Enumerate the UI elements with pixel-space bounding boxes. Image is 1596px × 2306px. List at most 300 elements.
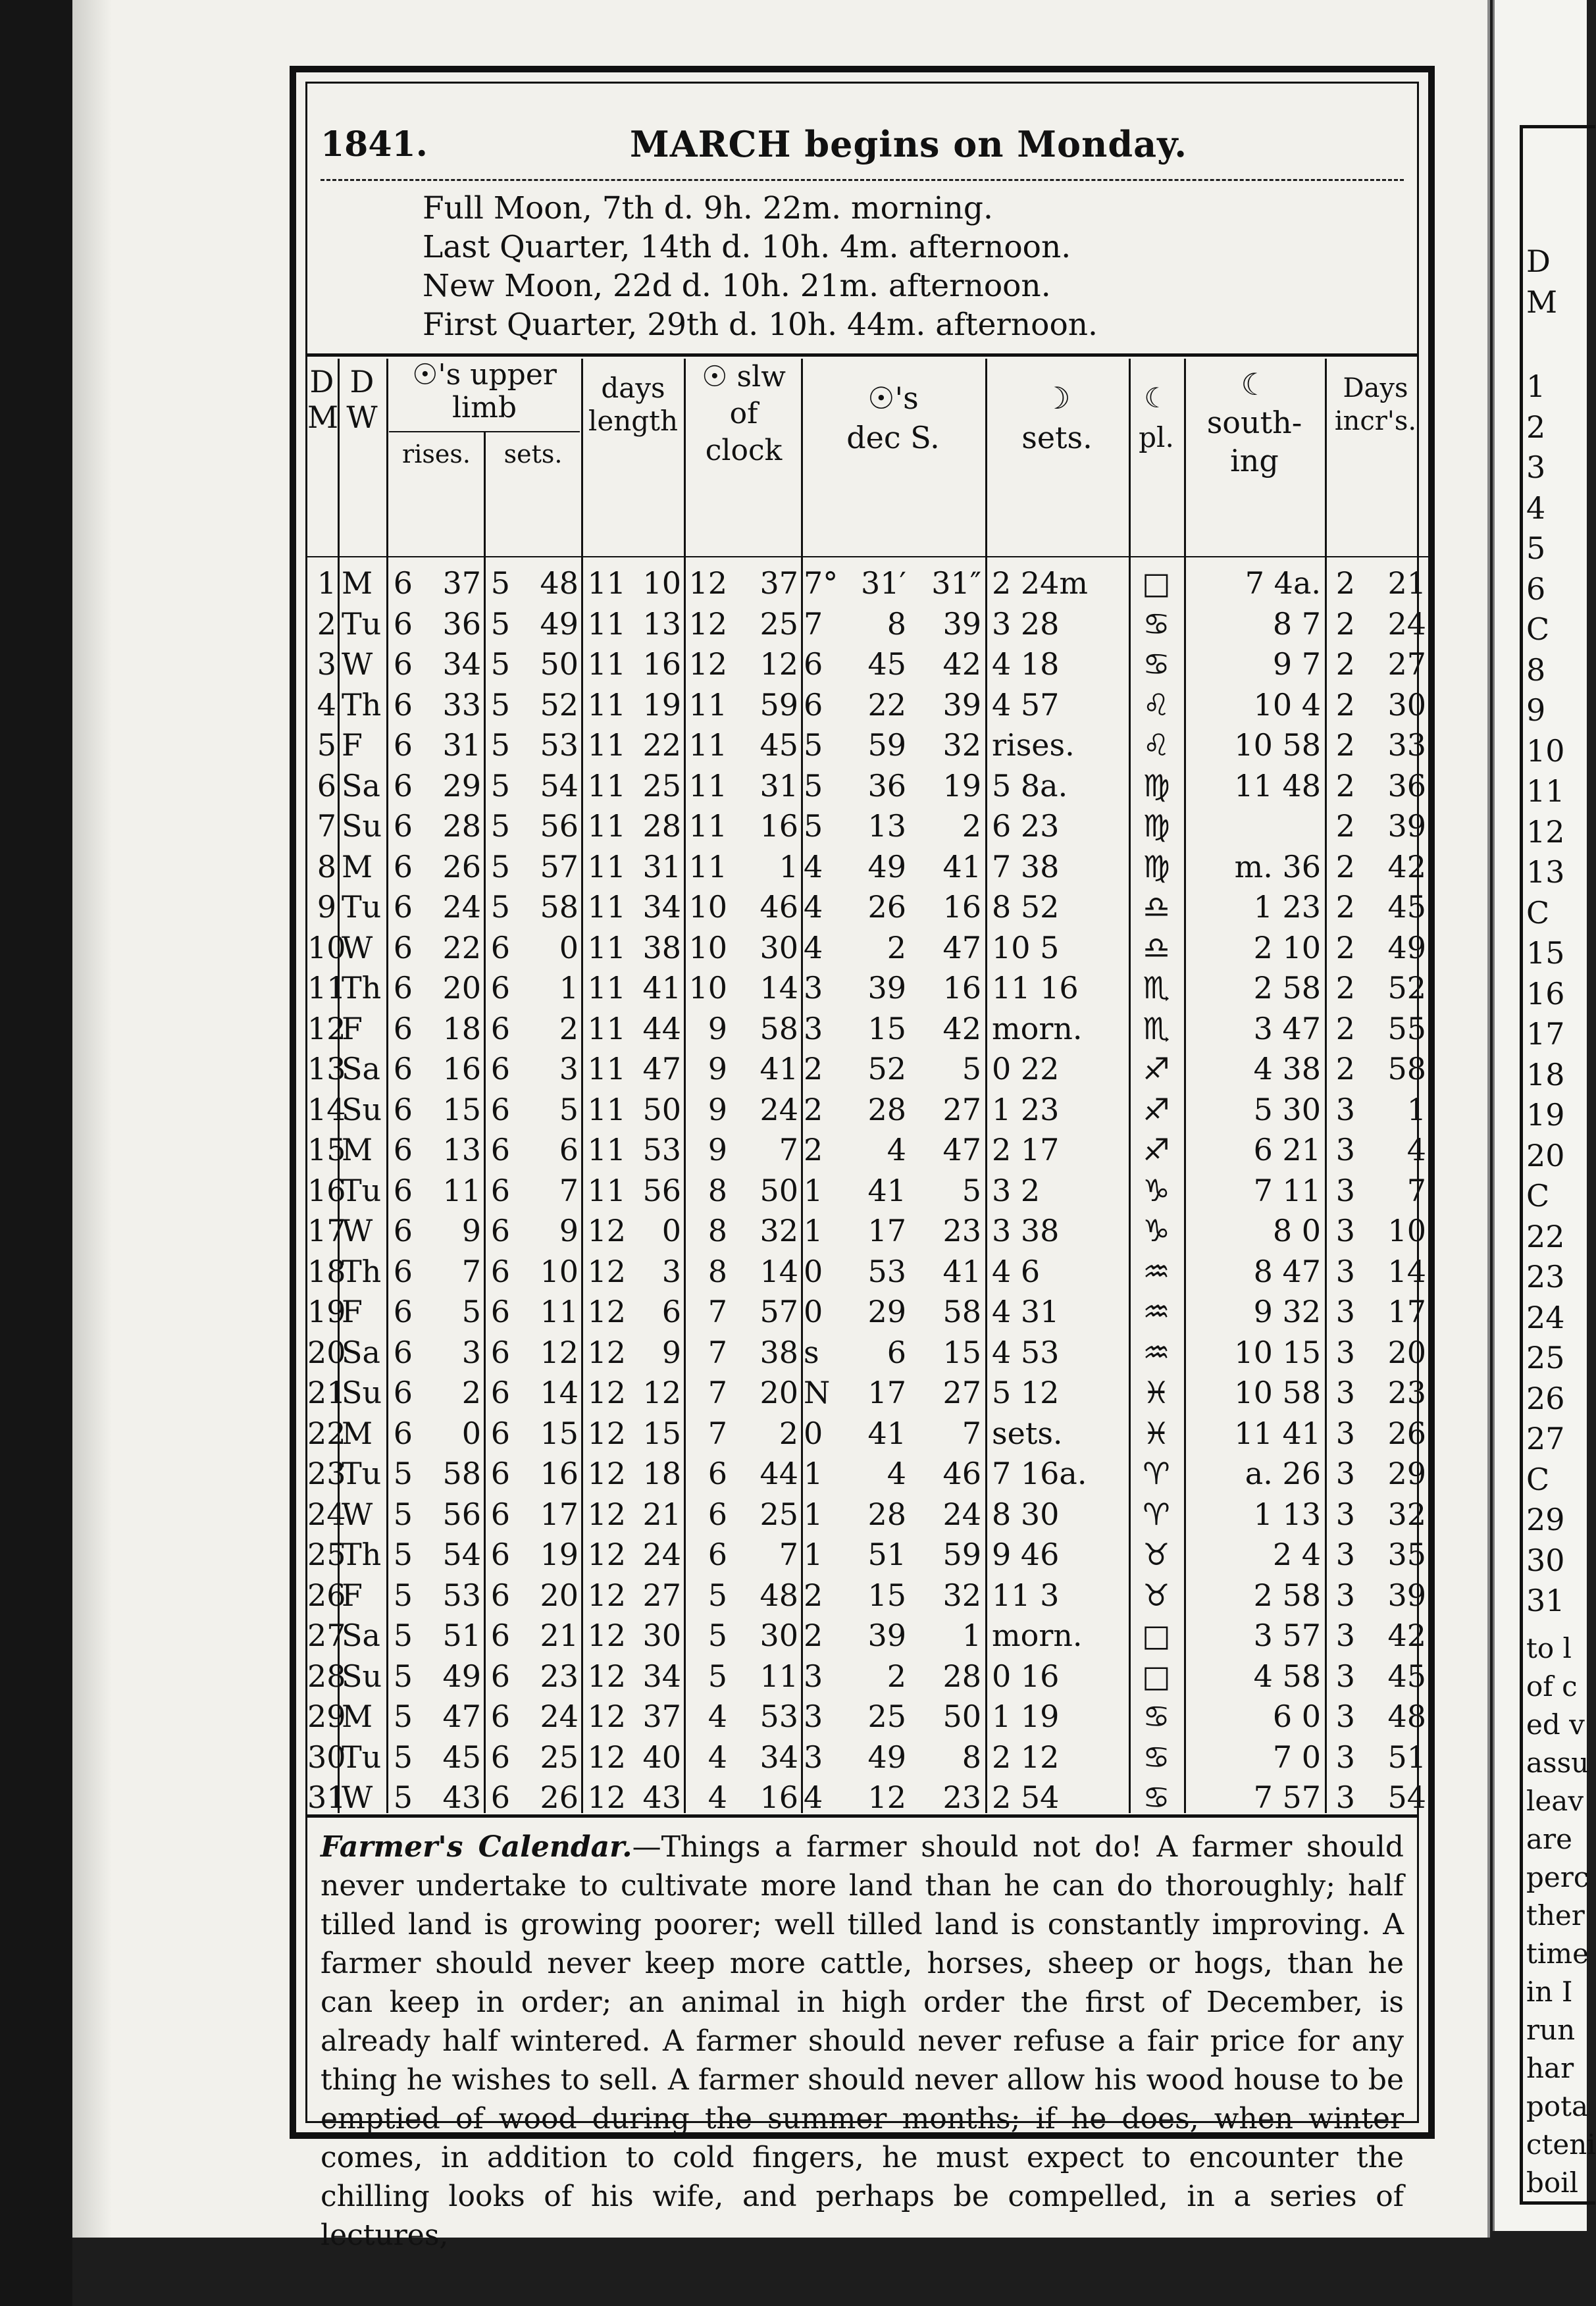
cell-rm: 36 xyxy=(442,605,481,642)
moon-phase-new: New Moon, 22d d. 10h. 21m. afternoon. xyxy=(423,268,1051,304)
cell-sh: 5 xyxy=(490,808,510,844)
cell-dmn: 41 xyxy=(867,1415,906,1451)
cell-dmn: 26 xyxy=(867,889,906,925)
cell-sm: 2 xyxy=(559,1010,579,1046)
facing-day-number: 2 xyxy=(1526,409,1546,445)
cell-lm: 34 xyxy=(642,1658,681,1694)
facing-day-number: 4 xyxy=(1526,490,1546,526)
cell-sh: 6 xyxy=(490,1739,510,1775)
cell-ih: 2 xyxy=(1335,727,1355,763)
table-row xyxy=(307,767,1430,805)
cell-rm: 5 xyxy=(461,1294,481,1329)
cell-dd: s xyxy=(804,1334,819,1370)
cell-moon: sets. xyxy=(992,1415,1063,1451)
cell-rm: 3 xyxy=(461,1334,481,1370)
cell-sm: 16 xyxy=(540,1456,579,1491)
cell-cm: 14 xyxy=(759,1253,798,1289)
facing-day-number: 18 xyxy=(1526,1056,1565,1092)
cell-dmn: 25 xyxy=(867,1699,906,1734)
cell-cm: 30 xyxy=(759,1618,798,1653)
cell-lh: 11 xyxy=(587,1051,626,1087)
cell-dsec: 5 xyxy=(962,1051,981,1087)
cell-dd: 2 xyxy=(804,1577,823,1613)
cell-im: 39 xyxy=(1387,808,1426,844)
table-row xyxy=(307,1414,1430,1452)
cell-ch: 11 xyxy=(688,848,727,884)
cell-south: 10 4 xyxy=(1253,686,1321,723)
cell-dw: Tu xyxy=(342,605,382,642)
facing-day-number: 9 xyxy=(1526,692,1546,728)
cell-dd: 5 xyxy=(804,767,823,804)
facing-text-fragment: time xyxy=(1526,1937,1589,1970)
cell-rh: 6 xyxy=(393,848,413,884)
cell-dm: 31 xyxy=(307,1780,346,1815)
cell-sh: 6 xyxy=(490,929,510,965)
cell-rm: 49 xyxy=(442,1658,481,1694)
cell-dmn: 4 xyxy=(887,1456,906,1491)
cell-rm: 9 xyxy=(461,1213,481,1248)
facing-text-fragment: run xyxy=(1526,2014,1576,2046)
cell-ih: 3 xyxy=(1335,1375,1355,1410)
cell-dm: 6 xyxy=(317,767,336,804)
cell-dw: W xyxy=(342,1780,373,1815)
facing-day-number: 16 xyxy=(1526,975,1565,1012)
cell-rh: 6 xyxy=(393,1375,413,1410)
cell-dw: Su xyxy=(342,1091,382,1127)
cell-im: 33 xyxy=(1387,727,1426,763)
table-row xyxy=(307,686,1430,724)
cell-sh: 6 xyxy=(490,1456,510,1491)
cell-ih: 2 xyxy=(1335,808,1355,844)
table-row xyxy=(307,1697,1430,1735)
cell-dmn: 15 xyxy=(867,1010,906,1046)
cell-dw: M xyxy=(342,1132,373,1167)
cell-rm: 37 xyxy=(442,565,481,601)
cell-ih: 3 xyxy=(1335,1456,1355,1491)
cell-rh: 6 xyxy=(393,1091,413,1127)
cell-south: 10 15 xyxy=(1234,1334,1321,1370)
cell-lh: 11 xyxy=(587,1172,626,1208)
cell-dmn: 13 xyxy=(867,808,906,844)
table-row xyxy=(307,726,1430,764)
cell-moon: 5 8a. xyxy=(992,767,1068,804)
cell-ih: 2 xyxy=(1335,970,1355,1006)
cell-dw: M xyxy=(342,565,373,601)
cell-pl: ♍ xyxy=(1143,767,1170,804)
cell-lh: 11 xyxy=(587,929,626,965)
cell-pl: ♌ xyxy=(1143,727,1170,763)
cell-sm: 20 xyxy=(540,1577,579,1613)
cell-moon: 3 2 xyxy=(992,1172,1041,1208)
cell-dd: 4 xyxy=(804,1780,823,1815)
header-slow-clock: ☉ slw of clock xyxy=(702,360,786,467)
cell-south: 7 0 xyxy=(1272,1739,1321,1775)
cell-lm: 15 xyxy=(642,1415,681,1451)
cell-dm: 1 xyxy=(317,565,336,601)
cell-sh: 5 xyxy=(490,646,510,682)
cell-sh: 6 xyxy=(490,1618,510,1653)
cell-cm: 31 xyxy=(759,767,798,804)
cell-ih: 2 xyxy=(1335,646,1355,682)
page-edge-shadow xyxy=(72,0,112,2238)
cell-sh: 6 xyxy=(490,1051,510,1087)
cell-lh: 12 xyxy=(587,1618,626,1653)
cell-dd: 6 xyxy=(804,646,823,682)
table-row xyxy=(307,929,1430,967)
cell-ih: 3 xyxy=(1335,1294,1355,1329)
cell-dd: 3 xyxy=(804,970,823,1006)
cell-sh: 5 xyxy=(490,565,510,601)
cell-cm: 41 xyxy=(759,1051,798,1087)
cell-dm: 18 xyxy=(307,1253,346,1289)
cell-dsec: 47 xyxy=(942,1132,981,1167)
cell-dd: 2 xyxy=(804,1618,823,1653)
cell-dmn: 51 xyxy=(867,1537,906,1572)
cell-cm: 50 xyxy=(759,1172,798,1208)
cell-rm: 47 xyxy=(442,1699,481,1734)
cell-moon: 9 46 xyxy=(992,1537,1060,1572)
cell-rh: 5 xyxy=(393,1577,413,1613)
table-row xyxy=(307,1293,1430,1331)
cell-cm: 37 xyxy=(759,565,798,601)
cell-lh: 11 xyxy=(587,605,626,642)
cell-dw: F xyxy=(342,1577,363,1613)
cell-im: 20 xyxy=(1387,1334,1426,1370)
cell-dmn: 12 xyxy=(867,1780,906,1815)
cell-lm: 18 xyxy=(642,1456,681,1491)
cell-pl: □ xyxy=(1142,1618,1171,1653)
cell-moon: 3 28 xyxy=(992,605,1060,642)
header-bottom-rule xyxy=(307,556,1430,557)
cell-rh: 6 xyxy=(393,686,413,723)
cell-ch: 10 xyxy=(688,970,727,1006)
cell-lh: 11 xyxy=(587,1091,626,1127)
cell-ch: 6 xyxy=(708,1456,727,1491)
cell-ch: 9 xyxy=(708,1010,727,1046)
cell-dmn: 6 xyxy=(887,1334,906,1370)
cell-ch: 10 xyxy=(688,929,727,965)
cell-sm: 5 xyxy=(559,1091,579,1127)
cell-cm: 7 xyxy=(779,1132,798,1167)
cell-moon: 10 5 xyxy=(992,929,1060,965)
header-moon-place: ☾ pl. xyxy=(1139,382,1174,453)
cell-rh: 6 xyxy=(393,889,413,925)
facing-day-number: 30 xyxy=(1526,1542,1565,1578)
cell-im: 49 xyxy=(1387,929,1426,965)
cell-dmn: 52 xyxy=(867,1051,906,1087)
cell-im: 55 xyxy=(1387,1010,1426,1046)
cell-rh: 6 xyxy=(393,1051,413,1087)
facing-day-number: 12 xyxy=(1526,813,1565,850)
cell-rh: 6 xyxy=(393,1294,413,1329)
cell-dw: M xyxy=(342,848,373,884)
cell-dw: Su xyxy=(342,1658,382,1694)
cell-dd: 1 xyxy=(804,1456,823,1491)
cell-im: 26 xyxy=(1387,1415,1426,1451)
cell-rh: 5 xyxy=(393,1658,413,1694)
cell-rm: 13 xyxy=(442,1132,481,1167)
cell-rm: 29 xyxy=(442,767,481,804)
cell-sm: 15 xyxy=(540,1415,579,1451)
cell-rh: 6 xyxy=(393,1253,413,1289)
cell-sm: 3 xyxy=(559,1051,579,1087)
cell-rh: 6 xyxy=(393,727,413,763)
almanac-frame xyxy=(290,66,1435,2252)
cell-dw: Tu xyxy=(342,889,382,925)
cell-dm: 4 xyxy=(317,686,336,723)
cell-sh: 6 xyxy=(490,1334,510,1370)
cell-lh: 11 xyxy=(587,646,626,682)
cell-ch: 12 xyxy=(688,565,727,601)
cell-lh: 11 xyxy=(587,970,626,1006)
cell-dm: 27 xyxy=(307,1618,346,1653)
cell-lh: 12 xyxy=(587,1658,626,1694)
cell-dsec: 39 xyxy=(942,686,981,723)
cell-sh: 6 xyxy=(490,1172,510,1208)
cell-sm: 7 xyxy=(559,1172,579,1208)
cell-dmn: 2 xyxy=(887,1658,906,1694)
cell-dmn: 39 xyxy=(867,970,906,1006)
table-row xyxy=(307,807,1430,845)
cell-im: 23 xyxy=(1387,1375,1426,1410)
cell-ih: 2 xyxy=(1335,848,1355,884)
cell-rh: 6 xyxy=(393,1010,413,1046)
table-row xyxy=(307,969,1430,1007)
cell-dm: 16 xyxy=(307,1172,346,1208)
cell-ch: 9 xyxy=(708,1051,727,1087)
cell-lm: 50 xyxy=(642,1091,681,1127)
cell-cm: 16 xyxy=(759,808,798,844)
cell-dsec: 41 xyxy=(942,848,981,884)
facing-day-number: 31 xyxy=(1526,1583,1565,1618)
cell-im: 35 xyxy=(1387,1537,1426,1572)
cell-moon: 2 54 xyxy=(992,1780,1060,1815)
cell-pl: ♒ xyxy=(1143,1334,1170,1370)
cell-lh: 12 xyxy=(587,1375,626,1410)
cell-ih: 2 xyxy=(1335,605,1355,642)
cell-south: 4 58 xyxy=(1253,1658,1321,1694)
cell-dm: 28 xyxy=(307,1658,346,1694)
table-row xyxy=(307,1050,1430,1088)
cell-pl: □ xyxy=(1142,1658,1171,1694)
cell-rh: 5 xyxy=(393,1618,413,1653)
cell-south: 2 58 xyxy=(1253,970,1321,1006)
cell-cm: 25 xyxy=(759,1496,798,1532)
cell-sh: 6 xyxy=(490,1577,510,1613)
cell-dd: 1 xyxy=(804,1496,823,1532)
cell-south: 2 10 xyxy=(1253,929,1321,965)
cell-cm: 53 xyxy=(759,1699,798,1734)
cell-dm: 19 xyxy=(307,1294,346,1329)
cell-ih: 3 xyxy=(1335,1658,1355,1694)
cell-rm: 2 xyxy=(461,1375,481,1410)
cell-im: 32 xyxy=(1387,1496,1426,1532)
cell-lh: 11 xyxy=(587,808,626,844)
facing-day-number: 29 xyxy=(1526,1502,1565,1537)
cell-dm: 5 xyxy=(317,727,336,763)
cell-sm: 56 xyxy=(540,808,579,844)
cell-dd: 5 xyxy=(804,727,823,763)
cell-ch: 12 xyxy=(688,605,727,642)
cell-sm: 10 xyxy=(540,1253,579,1289)
year-label: 1841. xyxy=(321,124,428,165)
cell-dsec: 50 xyxy=(942,1699,981,1734)
cell-dmn: 4 xyxy=(887,1132,906,1167)
cell-rh: 6 xyxy=(393,929,413,965)
cell-dsec: 7 xyxy=(962,1415,981,1451)
farmers-calendar-title: Farmer's Calendar. xyxy=(321,1830,632,1864)
cell-im: 54 xyxy=(1387,1780,1426,1815)
cell-cm: 11 xyxy=(759,1658,798,1694)
cell-pl: ♓ xyxy=(1143,1375,1170,1410)
cell-rh: 6 xyxy=(393,1415,413,1451)
cell-ih: 3 xyxy=(1335,1739,1355,1775)
cell-cm: 45 xyxy=(759,727,798,763)
almanac-inner-frame xyxy=(305,82,1426,2252)
cell-dsec: 1 xyxy=(962,1618,981,1653)
cell-south: 7 11 xyxy=(1253,1172,1321,1208)
facing-day-number: 1 xyxy=(1526,369,1546,404)
cell-lm: 22 xyxy=(642,727,681,763)
table-row xyxy=(307,1212,1430,1250)
cell-lh: 11 xyxy=(587,565,626,601)
cell-dd: N xyxy=(804,1375,831,1410)
cell-rm: 45 xyxy=(442,1739,481,1775)
cell-lh: 11 xyxy=(587,1132,626,1167)
cell-ch: 9 xyxy=(708,1091,727,1127)
cell-ch: 7 xyxy=(708,1415,727,1451)
facing-header: M xyxy=(1526,284,1558,320)
cell-moon: 8 52 xyxy=(992,889,1060,925)
cell-sm: 54 xyxy=(540,767,579,804)
cell-ch: 7 xyxy=(708,1334,727,1370)
cell-im: 30 xyxy=(1387,686,1426,723)
cell-rm: 22 xyxy=(442,929,481,965)
cell-im: 4 xyxy=(1406,1132,1426,1167)
cell-dsec: 23 xyxy=(942,1780,981,1815)
cell-dsec: 46 xyxy=(942,1456,981,1491)
table-row xyxy=(307,1333,1430,1371)
facing-text-fragment: boil xyxy=(1526,2166,1579,2199)
cell-moon: 2 24m xyxy=(992,565,1089,601)
cell-moon: 4 57 xyxy=(992,686,1060,723)
table-row xyxy=(307,1738,1430,1776)
cell-dw: Su xyxy=(342,1375,382,1410)
cell-im: 10 xyxy=(1387,1213,1426,1248)
cell-south: 8 0 xyxy=(1272,1213,1321,1248)
cell-pl: ♎ xyxy=(1143,889,1170,925)
cell-lm: 16 xyxy=(642,646,681,682)
cell-ch: 6 xyxy=(708,1537,727,1572)
cell-south: 6 21 xyxy=(1253,1132,1321,1167)
cell-ih: 2 xyxy=(1335,929,1355,965)
cell-dm: 26 xyxy=(307,1577,346,1613)
cell-south: 11 41 xyxy=(1234,1415,1321,1451)
cell-cm: 14 xyxy=(759,970,798,1006)
cell-rh: 6 xyxy=(393,646,413,682)
cell-lh: 11 xyxy=(587,1010,626,1046)
table-row xyxy=(307,564,1430,602)
cell-lh: 12 xyxy=(587,1334,626,1370)
cell-lm: 40 xyxy=(642,1739,681,1775)
header-rises: rises. xyxy=(402,440,471,469)
table-row xyxy=(307,1657,1430,1695)
cell-dm: 21 xyxy=(307,1375,346,1410)
cell-dm: 20 xyxy=(307,1334,346,1370)
cell-dw: W xyxy=(342,929,373,965)
cell-dmn: 17 xyxy=(867,1375,906,1410)
cell-sm: 23 xyxy=(540,1658,579,1694)
cell-ch: 5 xyxy=(708,1658,727,1694)
facing-day-number: 13 xyxy=(1526,854,1565,890)
cell-ch: 7 xyxy=(708,1375,727,1410)
cell-dsec: 59 xyxy=(942,1537,981,1572)
cell-dw: Sa xyxy=(342,1618,380,1653)
cell-dd: 6 xyxy=(804,686,823,723)
cell-ih: 3 xyxy=(1335,1334,1355,1370)
cell-sm: 49 xyxy=(540,605,579,642)
moon-phase-first-quarter: First Quarter, 29th d. 10h. 44m. afternoon. xyxy=(423,307,1098,343)
cell-rm: 33 xyxy=(442,686,481,723)
cell-ch: 12 xyxy=(688,646,727,682)
cell-lh: 11 xyxy=(587,727,626,763)
cell-rh: 6 xyxy=(393,1334,413,1370)
moon-phases xyxy=(423,189,1098,344)
cell-ch: 10 xyxy=(688,889,727,925)
cell-im: 42 xyxy=(1387,1618,1426,1653)
cell-pl: ♑ xyxy=(1143,1172,1170,1208)
cell-rh: 6 xyxy=(393,970,413,1006)
cell-dd: 3 xyxy=(804,1739,823,1775)
cell-south: a. 26 xyxy=(1245,1456,1321,1491)
cell-rm: 43 xyxy=(442,1780,481,1815)
cell-ch: 4 xyxy=(708,1699,727,1734)
cell-rm: 56 xyxy=(442,1496,481,1532)
cell-dsec: 32 xyxy=(942,727,981,763)
cell-ih: 3 xyxy=(1335,1132,1355,1167)
cell-dm: 3 xyxy=(317,646,336,682)
cell-moon: 4 53 xyxy=(992,1334,1060,1370)
table-row xyxy=(307,605,1430,643)
cell-cm: 20 xyxy=(759,1375,798,1410)
cell-dd: 1 xyxy=(804,1172,823,1208)
cell-sh: 6 xyxy=(490,1415,510,1451)
cell-moon: 11 16 xyxy=(992,970,1079,1006)
cell-sh: 6 xyxy=(490,1132,510,1167)
table-bottom-rule xyxy=(307,1814,1417,1818)
cell-lm: 19 xyxy=(642,686,681,723)
facing-day-number: C xyxy=(1526,611,1550,647)
cell-dmn: 41 xyxy=(867,1172,906,1208)
cell-rm: 53 xyxy=(442,1577,481,1613)
cell-sm: 58 xyxy=(540,889,579,925)
cell-moon: 7 16a. xyxy=(992,1456,1087,1491)
cell-dsec: 58 xyxy=(942,1294,981,1329)
cell-pl: ♉ xyxy=(1143,1577,1170,1613)
cell-rh: 5 xyxy=(393,1699,413,1734)
cell-lm: 28 xyxy=(642,808,681,844)
cell-sh: 5 xyxy=(490,767,510,804)
cell-dsec: 5 xyxy=(962,1172,981,1208)
cell-ih: 2 xyxy=(1335,1010,1355,1046)
cell-ih: 3 xyxy=(1335,1172,1355,1208)
cell-south: m. 36 xyxy=(1234,848,1321,884)
cell-rh: 5 xyxy=(393,1739,413,1775)
cell-dm: 10 xyxy=(307,929,346,965)
cell-dw: F xyxy=(342,1294,363,1329)
cell-sm: 57 xyxy=(540,848,579,884)
cell-dm: 22 xyxy=(307,1415,346,1451)
